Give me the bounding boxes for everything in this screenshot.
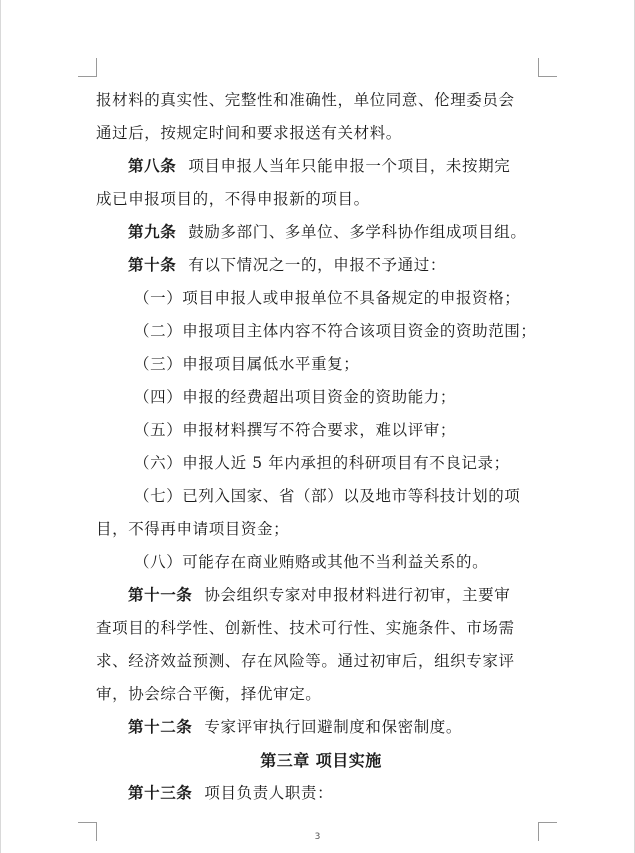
text-line: 成已申报项目的，不得申报新的项目。	[96, 190, 370, 208]
chapter-heading: 第三章 项目实施	[260, 751, 382, 770]
article-text: 专家评审执行回避制度和保密制度。	[204, 718, 463, 736]
article-title: 第八条	[128, 157, 177, 175]
list-item: （二）申报项目主体内容不符合该项目资金的资助范围；	[134, 322, 537, 340]
article-12	[96, 711, 546, 744]
article-title: 第十条	[128, 256, 177, 274]
article-text: 项目负责人职责：	[204, 784, 334, 802]
article-9	[96, 216, 546, 249]
article-title: 第十二条	[128, 718, 193, 736]
article-title: 第十三条	[128, 784, 193, 802]
article-13	[96, 777, 546, 810]
text-line: 查项目的科学性、创新性、技术可行性、实施条件、市场需	[96, 619, 515, 637]
crop-mark-top-left	[78, 58, 97, 77]
list-item: （一）项目申报人或申报单位不具备规定的申报资格；	[134, 289, 521, 307]
list-item: （八）可能存在商业贿赂或其他不当利益关系的。	[134, 553, 489, 571]
text-line: 报材料的真实性、完整性和准确性，单位同意、伦理委员会	[96, 91, 515, 109]
article-title: 第十一条	[128, 586, 193, 604]
list-item: （四）申报的经费超出项目资金的资助能力；	[134, 388, 457, 406]
page-number: 3	[314, 832, 321, 842]
text-line: 通过后，按规定时间和要求报送有关材料。	[96, 124, 402, 142]
article-11	[96, 579, 546, 612]
article-10	[96, 249, 546, 282]
list-item: （五）申报材料撰写不符合要求，难以评审；	[134, 421, 457, 439]
article-text: 协会组织专家对申报材料进行初审，主要审	[204, 586, 511, 604]
article-text: 有以下情况之一的，申报不予通过：	[188, 256, 446, 274]
text-line: 审，协会综合平衡，择优审定。	[96, 685, 322, 703]
list-item: （六）申报人近 5 年内承担的科研项目有不良记录；	[134, 454, 510, 472]
list-item: （七）已列入国家、省（部）以及地市等科技计划的项	[134, 487, 521, 505]
article-title: 第九条	[128, 223, 177, 241]
text-line: 求、经济效益预测、存在风险等。通过初审后，组织专家评	[96, 652, 515, 670]
document-body	[96, 84, 546, 810]
page-left-edge	[0, 0, 1, 853]
list-item-continued: 目，不得再申请项目资金；	[96, 520, 290, 538]
list-item: （三）申报项目属低水平重复；	[134, 355, 360, 373]
article-text: 鼓励多部门、多单位、多学科协作组成项目组。	[188, 223, 527, 241]
crop-mark-top-right	[538, 58, 557, 77]
article-8	[96, 150, 546, 183]
article-text: 项目申报人当年只能申报一个项目，未按期完	[188, 157, 511, 175]
